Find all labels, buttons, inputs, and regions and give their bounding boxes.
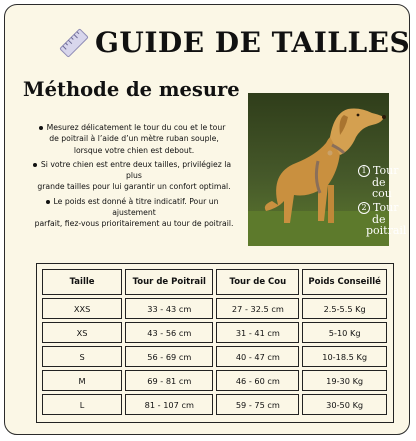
neck-label: 1 Tour de cou [358,165,398,199]
weight-cell: 30-50 Kg [302,394,387,415]
chest-cell: 56 - 69 cm [125,346,213,367]
column-header: Taille [42,269,122,295]
size-cell: XS [42,322,122,343]
header [59,24,411,64]
bullet-item: Mesurez délicatement le tour du cou et le tour de poitrail à l’aide d’un mètre ruban souple, lorsque votre chien est debout. [27,122,241,156]
bullet-item: Si votre chien est entre deux tailles, privilégiez la plus grande tailles pour lui garantir un confort optimal. [27,159,241,193]
dog-photo [248,93,407,246]
page-title: GUIDE DE TAILLES [95,26,411,59]
weight-cell: 19-30 Kg [302,370,387,391]
bullet-item: Le poids est donné à titre indicatif. Pour un ajustement parfait, fiez-vous prioritairement au tour de poitrail. [34,196,234,229]
table-row [42,322,387,343]
bullet-dot-icon [39,126,43,130]
weight-cell: 2.5-5.5 Kg [302,298,387,319]
chest-cell: 69 - 81 cm [125,370,213,391]
table-row [42,370,387,391]
size-table [39,266,390,418]
table-row [42,346,387,367]
chest-cell: 81 - 107 cm [125,394,213,415]
neck-cell: 31 - 41 cm [216,322,299,343]
method-bullets [27,122,241,230]
size-cell: L [42,394,122,415]
size-guide-card [4,4,410,435]
size-table-frame [36,263,394,423]
size-cell: XXS [42,298,122,319]
bullet-dot-icon [46,200,50,204]
neck-cell: 40 - 47 cm [216,346,299,367]
column-header: Poids Conseillé [302,269,387,295]
neck-cell: 46 - 60 cm [216,370,299,391]
weight-cell: 10-18.5 Kg [302,346,387,367]
ruler-icon [59,28,89,58]
method-heading: Méthode de mesure [23,78,240,101]
chest-label: 2 Tour de poitrail [358,202,406,236]
chest-cell: 43 - 56 cm [125,322,213,343]
column-header: Tour de Cou [216,269,299,295]
column-header: Tour de Poitrail [125,269,213,295]
table-row [42,298,387,319]
bullet-dot-icon [33,163,37,167]
size-cell: S [42,346,122,367]
chest-cell: 33 - 43 cm [125,298,213,319]
neck-cell: 27 - 32.5 cm [216,298,299,319]
table-header-row [42,269,387,295]
size-cell: M [42,370,122,391]
table-row [42,394,387,415]
weight-cell: 5-10 Kg [302,322,387,343]
neck-cell: 59 - 75 cm [216,394,299,415]
